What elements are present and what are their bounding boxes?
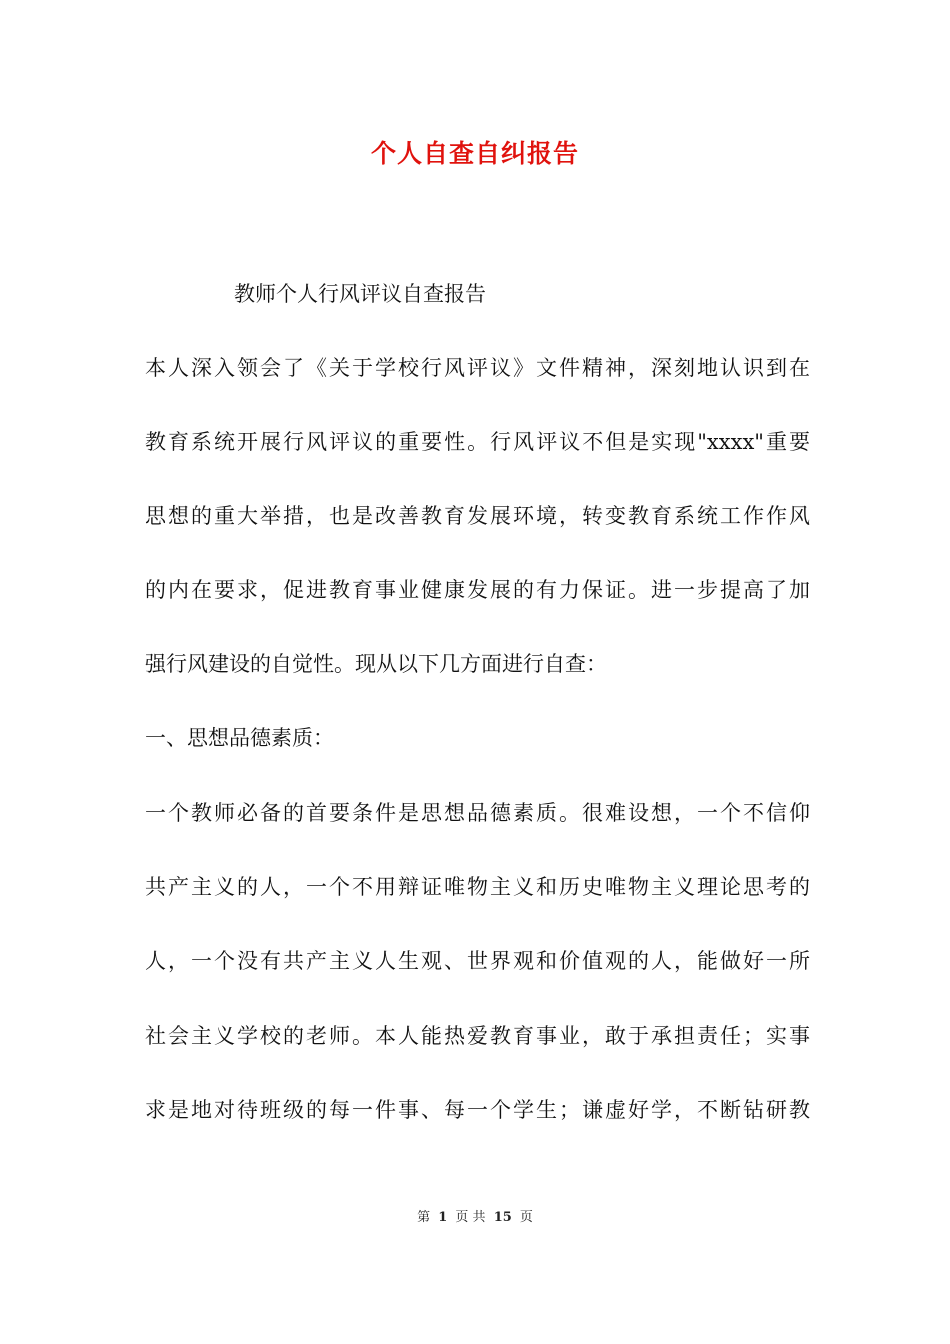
footer-suffix: 页 xyxy=(519,1210,533,1225)
footer-prefix: 第 xyxy=(417,1210,431,1225)
body-line: 社会主义学校的老师。本人能热爱教育事业，敢于承担责任；实事 xyxy=(145,1024,810,1048)
body-line: 人，一个没有共产主义人生观、世界观和价值观的人，能做好一所 xyxy=(145,949,810,973)
body-line: 一个教师必备的首要条件是思想品德素质。很难设想，一个不信仰 xyxy=(145,801,810,825)
body-line: 求是地对待班级的每一件事、每一个学生；谦虚好学，不断钻研教 xyxy=(145,1098,810,1122)
footer-middle: 页 共 xyxy=(455,1210,486,1225)
body-line: 思想的重大举措，也是改善教育发展环境，转变教育系统工作作风 xyxy=(145,504,810,528)
document-title: 个人自查自纠报告 xyxy=(370,139,579,168)
current-page-number: 1 xyxy=(438,1210,448,1225)
document-subtitle: 教师个人行风评议自查报告 xyxy=(234,282,486,306)
section-heading: 一、思想品德素质： xyxy=(145,726,334,750)
body-line: 的内在要求，促进教育事业健康发展的有力保证。进一步提高了加 xyxy=(145,578,810,602)
body-line: 共产主义的人，一个不用辩证唯物主义和历史唯物主义理论思考的 xyxy=(145,875,810,899)
page-footer xyxy=(0,1208,950,1228)
total-pages-number: 15 xyxy=(493,1210,512,1225)
body-line: 本人深入领会了《关于学校行风评议》文件精神，深刻地认识到在 xyxy=(145,356,810,380)
body-line: 教育系统开展行风评议的重要性。行风评议不但是实现"xxxx"重要 xyxy=(145,430,810,454)
body-line: 强行风建设的自觉性。现从以下几方面进行自查： xyxy=(145,652,607,676)
